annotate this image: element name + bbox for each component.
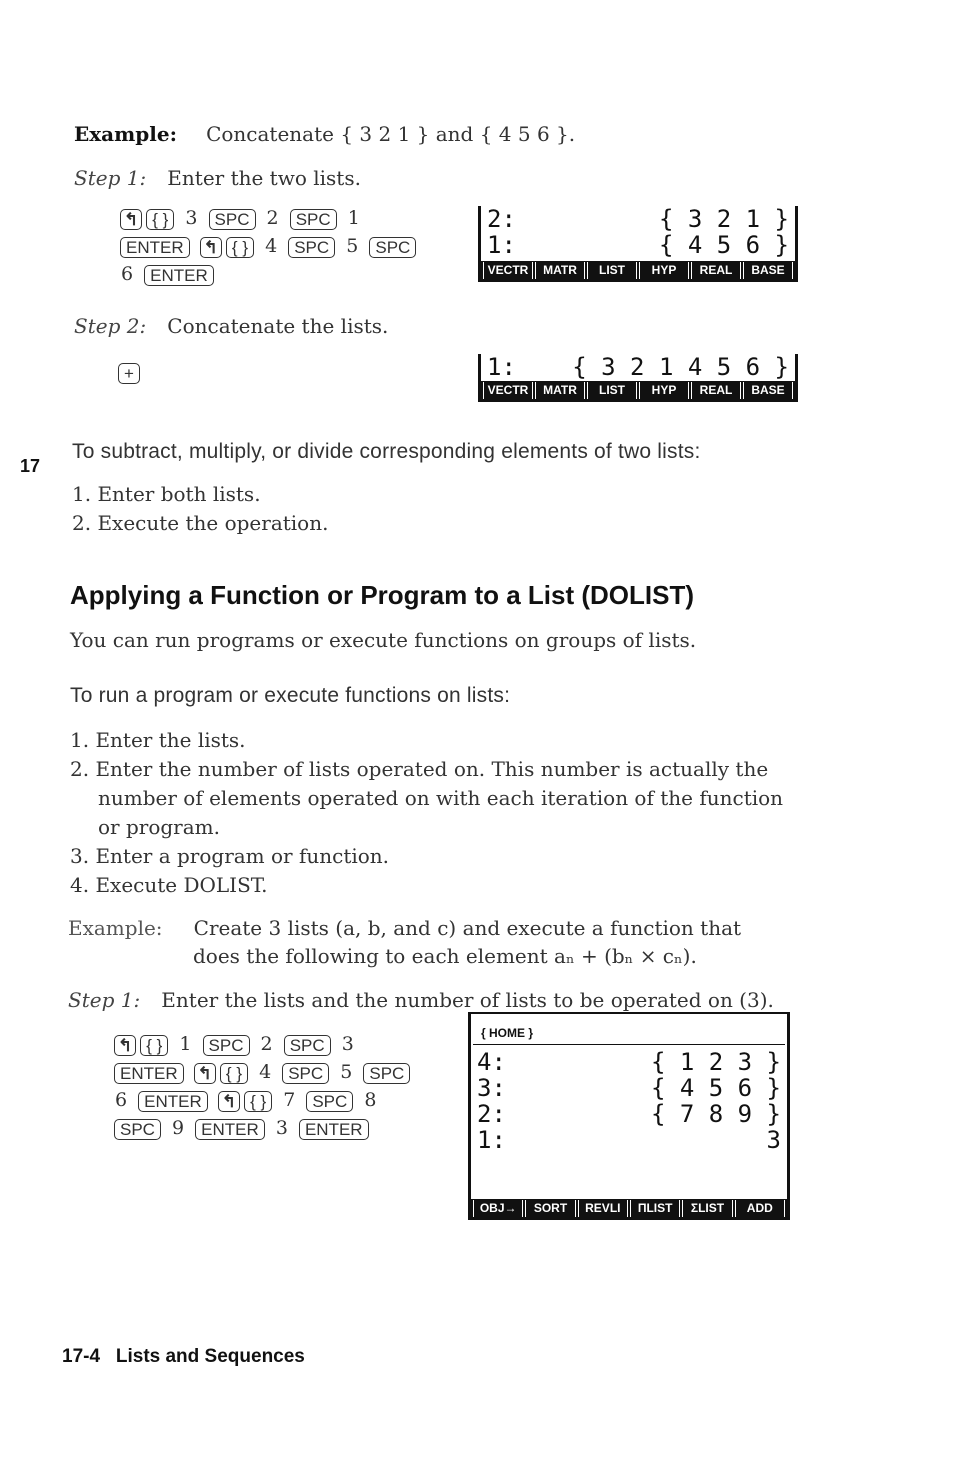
digit: 1	[347, 207, 360, 229]
stack-level: 1:	[487, 231, 516, 259]
step-text: Enter the two lists.	[167, 166, 361, 190]
digit: 6	[115, 1089, 128, 1111]
softkey-obj[interactable]: OBJ→	[473, 1200, 523, 1217]
key-sequence-2	[112, 1030, 412, 1142]
digit: 2	[266, 207, 279, 229]
softkey-revlist[interactable]: REVLI	[578, 1200, 628, 1217]
stack-level: 1:	[477, 1126, 506, 1154]
spc-key[interactable]: SPC	[290, 209, 337, 230]
enter-key[interactable]: ENTER	[138, 1091, 208, 1112]
stack-level: 3:	[477, 1074, 506, 1102]
stack-value: { 4 5 6 }	[658, 231, 789, 259]
plus-key-line	[116, 358, 142, 386]
spc-key[interactable]: SPC	[282, 1063, 329, 1084]
softkey-menu	[481, 381, 795, 400]
spc-key[interactable]: SPC	[288, 237, 335, 258]
enter-key[interactable]: ENTER	[114, 1063, 184, 1084]
left-shift-key[interactable]: ↰	[200, 237, 222, 258]
step-label: Step 1:	[68, 988, 141, 1012]
stack-row	[481, 232, 795, 258]
digit: 4	[265, 235, 278, 257]
softkey-base[interactable]: BASE	[743, 382, 793, 399]
stack-level: 4:	[477, 1048, 506, 1076]
stack-row	[481, 206, 795, 232]
softkey-menu	[471, 1199, 787, 1218]
example-text: Concatenate { 3 2 1 } and { 4 5 6 }.	[206, 122, 576, 146]
spc-key[interactable]: SPC	[363, 1063, 410, 1084]
softkey-list[interactable]: LIST	[587, 262, 637, 279]
run-steps	[70, 726, 810, 900]
stack-row	[481, 354, 795, 380]
left-shift-key[interactable]: ↰	[194, 1063, 216, 1084]
softkey-pilist[interactable]: ΠLIST	[630, 1200, 680, 1217]
digit: 8	[364, 1089, 377, 1111]
softkey-menu	[481, 261, 795, 280]
example-text-2: does the following to each element aₙ + (bₙ × cₙ).	[193, 944, 697, 968]
softkey-list[interactable]: LIST	[587, 382, 637, 399]
spc-key[interactable]: SPC	[114, 1119, 161, 1140]
step-text: Enter the lists and the number of lists to be operated on (3).	[161, 988, 774, 1012]
left-shift-key[interactable]: ↰	[120, 209, 142, 230]
home-directory-header: { HOME }	[473, 1014, 785, 1045]
list-item: 4. Execute DOLIST.	[70, 873, 268, 897]
stack-value: { 3 2 1 4 5 6 }	[572, 353, 789, 381]
list-item: 1. Enter both lists.	[72, 482, 261, 506]
key-sequence-1	[118, 204, 418, 288]
stack-level: 1:	[487, 353, 516, 381]
digit: 5	[346, 235, 359, 257]
calculator-screen-2	[478, 354, 798, 402]
stack-row	[471, 1101, 787, 1127]
digit: 1	[179, 1033, 192, 1055]
calculator-screen-1	[478, 206, 798, 282]
spc-key[interactable]: SPC	[284, 1035, 331, 1056]
braces-key[interactable]: { }	[140, 1035, 168, 1056]
stack-value: { 7 8 9 }	[650, 1100, 781, 1128]
softkey-vectr[interactable]: VECTR	[483, 382, 533, 399]
list-item: 1. Enter the lists.	[70, 728, 246, 752]
enter-key[interactable]: ENTER	[195, 1119, 265, 1140]
left-shift-key[interactable]: ↰	[114, 1035, 136, 1056]
spc-key[interactable]: SPC	[203, 1035, 250, 1056]
softkey-vectr[interactable]: VECTR	[483, 262, 533, 279]
example-label: Example:	[74, 122, 177, 146]
section-title: Applying a Function or Program to a List (DOLIST)	[70, 580, 694, 610]
enter-key[interactable]: ENTER	[120, 237, 190, 258]
list-item: 3. Enter a program or function.	[70, 844, 390, 868]
enter-key[interactable]: ENTER	[299, 1119, 369, 1140]
braces-key[interactable]: { }	[220, 1063, 248, 1084]
stack-value: { 4 5 6 }	[650, 1074, 781, 1102]
enter-key[interactable]: ENTER	[144, 265, 214, 286]
softkey-real[interactable]: REAL	[691, 382, 741, 399]
list-item: 2. Enter the number of lists operated on. This number is actually the	[70, 757, 769, 781]
list-item: number of elements operated on with each iteration of the function	[98, 786, 784, 810]
section-intro: You can run programs or execute functions on groups of lists.	[70, 628, 697, 652]
step2-line	[74, 314, 388, 338]
softkey-matr[interactable]: MATR	[535, 262, 585, 279]
digit: 3	[275, 1117, 288, 1139]
example-label: Example:	[68, 916, 163, 940]
run-heading: To run a program or execute functions on lists:	[70, 684, 511, 707]
page-footer: 17-4 Lists and Sequences	[62, 1346, 305, 1367]
left-shift-key[interactable]: ↰	[218, 1091, 240, 1112]
subtract-heading: To subtract, multiply, or divide corresponding elements of two lists:	[72, 440, 701, 463]
softkey-hyp[interactable]: HYP	[639, 262, 689, 279]
step1-line	[74, 166, 361, 190]
softkey-real[interactable]: REAL	[691, 262, 741, 279]
digit: 9	[172, 1117, 185, 1139]
plus-key[interactable]: +	[118, 363, 140, 384]
softkey-base[interactable]: BASE	[743, 262, 793, 279]
stack-row	[471, 1075, 787, 1101]
spc-key[interactable]: SPC	[306, 1091, 353, 1112]
braces-key[interactable]: { }	[244, 1091, 272, 1112]
stack-row	[471, 1049, 787, 1075]
digit: 7	[283, 1089, 296, 1111]
braces-key[interactable]: { }	[226, 237, 254, 258]
spc-key[interactable]: SPC	[209, 209, 256, 230]
softkey-sort[interactable]: SORT	[525, 1200, 575, 1217]
braces-key[interactable]: { }	[146, 209, 174, 230]
softkey-hyp[interactable]: HYP	[639, 382, 689, 399]
stack-level: 2:	[487, 205, 516, 233]
stack-level: 2:	[477, 1100, 506, 1128]
softkey-sigmalist[interactable]: ΣLIST	[682, 1200, 732, 1217]
example1-line	[74, 122, 575, 146]
list-item: or program.	[98, 815, 220, 839]
stack-value: { 1 2 3 }	[650, 1048, 781, 1076]
step-label: Step 1:	[74, 166, 147, 190]
stack-row	[471, 1127, 787, 1153]
calculator-screen-3	[468, 1012, 790, 1220]
list-item: 2. Execute the operation.	[72, 511, 329, 535]
digit: 2	[260, 1033, 273, 1055]
digit: 5	[340, 1061, 353, 1083]
stack-value: 3	[766, 1126, 781, 1154]
digit: 6	[121, 263, 134, 285]
chapter-tab: 17	[20, 456, 41, 476]
softkey-add[interactable]: ADD	[735, 1200, 785, 1217]
digit: 3	[185, 207, 198, 229]
softkey-matr[interactable]: MATR	[535, 382, 585, 399]
digit: 3	[341, 1033, 354, 1055]
spc-key[interactable]: SPC	[369, 237, 416, 258]
example2-step1	[68, 988, 774, 1012]
example2	[68, 916, 741, 940]
example-text: Create 3 lists (a, b, and c) and execute a function that	[193, 916, 742, 940]
subtract-steps	[72, 480, 328, 538]
step-text: Concatenate the lists.	[167, 314, 389, 338]
stack-value: { 3 2 1 }	[658, 205, 789, 233]
step-label: Step 2:	[74, 314, 147, 338]
digit: 4	[259, 1061, 272, 1083]
